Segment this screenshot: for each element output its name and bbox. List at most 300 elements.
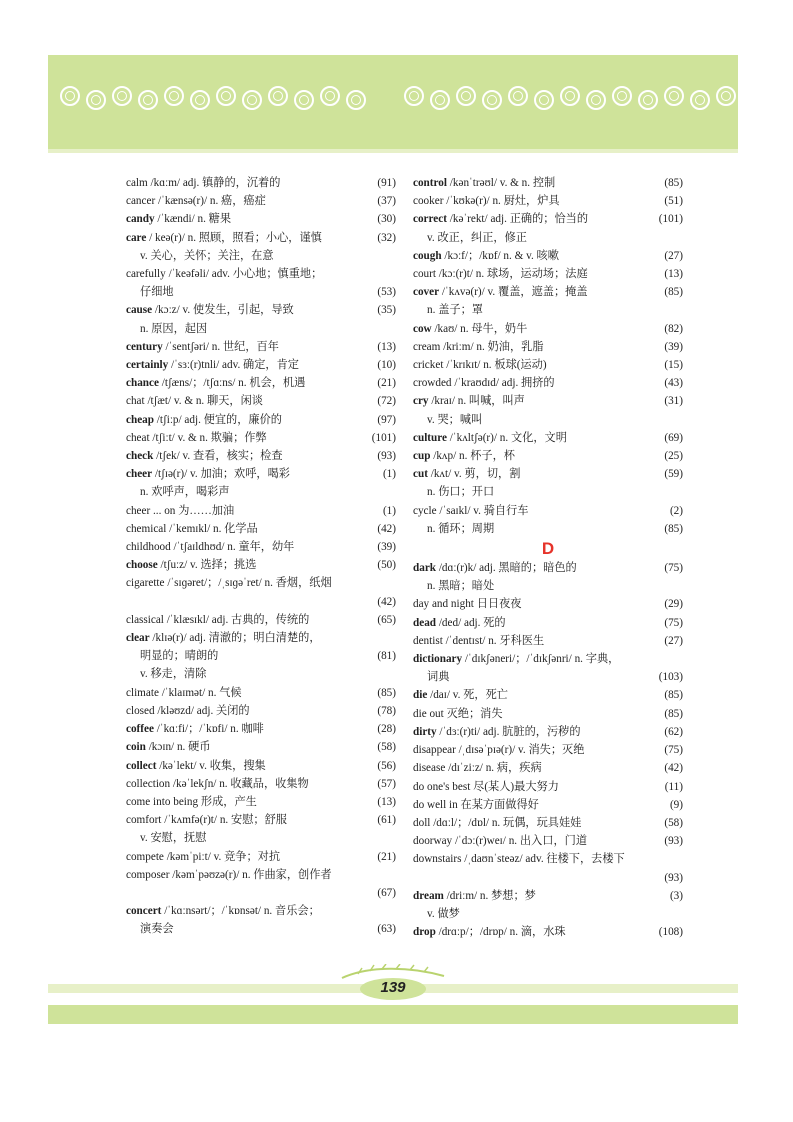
definition: /kʌp/ n. 杯子，杯 bbox=[430, 450, 515, 463]
definition: /kraɪ/ n. 叫喊，叫声 bbox=[428, 395, 525, 408]
definition: /kləʊzd/ adj. 关闭的 bbox=[154, 704, 250, 717]
page-reference: (43) bbox=[664, 377, 683, 390]
ring-ornament bbox=[164, 86, 184, 106]
definition: /ˈkʌmfə(r)t/ n. 安慰；舒服 bbox=[161, 814, 287, 827]
headword: cricket bbox=[413, 359, 444, 372]
headword: coin bbox=[126, 741, 146, 754]
headword: court bbox=[413, 268, 436, 281]
headword: compete bbox=[126, 850, 164, 863]
page-reference: (58) bbox=[664, 816, 683, 829]
dictionary-entry bbox=[126, 811, 396, 829]
page-reference: (108) bbox=[658, 926, 683, 939]
entry-continuation bbox=[126, 829, 396, 847]
definition-continued: n. 原因，起因 bbox=[140, 322, 208, 335]
ring-ornament bbox=[346, 90, 366, 110]
headword: do well in bbox=[413, 798, 458, 811]
headword: childhood bbox=[126, 541, 171, 554]
headword: culture bbox=[413, 431, 447, 444]
headword: chance bbox=[126, 377, 159, 390]
definition-continued: 演奏会 bbox=[140, 923, 174, 936]
headword: cry bbox=[413, 395, 429, 408]
page-reference: (10) bbox=[377, 359, 396, 372]
definition: /ˈkænsə(r)/ n. 癌，癌症 bbox=[155, 195, 266, 208]
ring-ornament bbox=[112, 86, 132, 106]
definition: /tʃiːp/ adj. 便宜的，廉价的 bbox=[153, 413, 282, 426]
page-reference: (1) bbox=[382, 468, 396, 481]
headword: cheer bbox=[126, 468, 153, 481]
headword: comfort bbox=[126, 814, 162, 827]
entry-continuation bbox=[413, 577, 683, 595]
page-reference: (85) bbox=[664, 689, 683, 702]
headword: dark bbox=[413, 562, 437, 575]
page-reference: (2) bbox=[669, 504, 683, 517]
definition: /ˈkʊkə(r)/ n. 厨灶，炉具 bbox=[443, 195, 560, 208]
page-reference: (67) bbox=[377, 886, 396, 899]
page-number: 139 bbox=[380, 979, 406, 996]
dictionary-entry bbox=[126, 229, 396, 247]
page-reference: (56) bbox=[377, 759, 396, 772]
definition: /ˈkɑːfi/；/ˈkɒfi/ n. 咖啡 bbox=[153, 723, 264, 736]
header-strip bbox=[48, 149, 738, 153]
headword: crowded bbox=[413, 377, 452, 390]
definition: 形成，产生 bbox=[198, 795, 257, 808]
dictionary-entry bbox=[413, 759, 683, 777]
dictionary-entry bbox=[126, 265, 396, 283]
page-reference: (85) bbox=[664, 177, 683, 189]
headword: candy bbox=[126, 213, 155, 226]
definition: /ˈtʃaɪldhʊd/ n. 童年，幼年 bbox=[170, 541, 295, 554]
definition-continued: v. 关心，关怀；关注，在意 bbox=[140, 249, 274, 262]
definition: 在某方面做得好 bbox=[457, 798, 539, 811]
entry-continuation bbox=[413, 411, 683, 429]
definition-continued: v. 做梦 bbox=[427, 907, 460, 920]
definition: /daɪ/ v. 死，死亡 bbox=[427, 689, 508, 702]
page-reference: (61) bbox=[377, 814, 396, 827]
ring-ornament bbox=[586, 90, 606, 110]
dictionary-entry bbox=[413, 741, 683, 759]
page-reference: (93) bbox=[664, 835, 683, 848]
definition: /kəˈlekt/ v. 收集，搜集 bbox=[156, 759, 266, 772]
page-reference: (50) bbox=[377, 559, 396, 572]
entry-continuation bbox=[413, 905, 683, 923]
page-reference: (72) bbox=[377, 395, 396, 408]
definition: 灭绝；消失 bbox=[443, 707, 503, 720]
ring-ornament bbox=[664, 86, 684, 106]
headword: care bbox=[126, 231, 147, 244]
section-letter: D bbox=[541, 539, 555, 559]
dictionary-entry bbox=[413, 595, 683, 613]
definition: /kəˈlekʃn/ n. 收藏品，收集物 bbox=[170, 777, 309, 790]
headword: collection bbox=[126, 777, 171, 790]
headword: collect bbox=[126, 759, 157, 772]
headword: cooker bbox=[413, 195, 444, 208]
definition: /dɑːl/；/dɒl/ n. 玩偶，玩具娃娃 bbox=[430, 816, 582, 829]
dictionary-entry bbox=[413, 465, 683, 483]
dictionary-entry bbox=[413, 356, 683, 374]
right-column-c-entries bbox=[413, 174, 683, 538]
dictionary-entry bbox=[126, 520, 396, 538]
headword: dentist bbox=[413, 634, 443, 647]
headword: dictionary bbox=[413, 653, 463, 666]
definition: /ˈkændi/ n. 糖果 bbox=[154, 213, 232, 226]
dictionary-entry bbox=[413, 447, 683, 465]
page-reference: (93) bbox=[664, 871, 683, 884]
page-reference: (13) bbox=[377, 340, 396, 353]
entry-continuation bbox=[126, 647, 396, 665]
headword: cheat bbox=[126, 431, 150, 444]
headword: downstairs bbox=[413, 853, 462, 866]
entry-continuation bbox=[126, 920, 396, 938]
ring-ornament bbox=[216, 86, 236, 106]
headword: cream bbox=[413, 340, 441, 353]
definition-continued: 仔细地 bbox=[140, 286, 174, 299]
dictionary-entry bbox=[126, 192, 396, 210]
definition-continued: n. 盖子；罩 bbox=[427, 304, 483, 317]
dictionary-entry bbox=[126, 338, 396, 356]
page-reference: (11) bbox=[664, 780, 683, 793]
headword: day and night bbox=[413, 598, 474, 611]
dictionary-entry bbox=[413, 850, 683, 868]
definition: /kəmˈpiːt/ v. 竞争；对抗 bbox=[163, 850, 281, 863]
headword: composer bbox=[126, 868, 170, 881]
headword: cancer bbox=[126, 195, 156, 208]
definition: /tʃæns/；/tʃɑːns/ n. 机会，机遇 bbox=[158, 377, 306, 390]
definition: /ˈkeəfəli/ adv. 小心地；慎重地； bbox=[165, 268, 323, 281]
headword: come into being bbox=[126, 795, 199, 808]
definition: /tʃɪə(r)/ v. 加油；欢呼，喝彩 bbox=[152, 468, 290, 481]
definition: /ˈkraʊdɪd/ adj. 拥挤的 bbox=[451, 377, 555, 390]
definition: /ˈkʌvə(r)/ v. 覆盖，遮盖；掩盖 bbox=[439, 286, 588, 299]
page-reference: (27) bbox=[664, 249, 683, 262]
headword: drop bbox=[413, 926, 436, 939]
dictionary-entry bbox=[126, 629, 396, 647]
definition-continued: v. 改正，纠正，修正 bbox=[427, 231, 527, 244]
dictionary-entry bbox=[413, 392, 683, 410]
right-column bbox=[413, 174, 683, 941]
definition-continued: n. 循环；周期 bbox=[427, 522, 495, 535]
dictionary-entry bbox=[413, 814, 683, 832]
headword: chemical bbox=[126, 522, 167, 535]
dictionary-entry bbox=[126, 738, 396, 756]
page-reference: (42) bbox=[664, 762, 683, 775]
page-reference: (62) bbox=[664, 725, 683, 738]
dictionary-entry bbox=[413, 265, 683, 283]
headword: check bbox=[126, 450, 154, 463]
page-reference: (93) bbox=[377, 450, 396, 463]
headword: century bbox=[126, 340, 163, 353]
definition: /kaʊ/ n. 母牛，奶牛 bbox=[431, 322, 528, 335]
headword: control bbox=[413, 177, 447, 189]
page-reference: (65) bbox=[377, 613, 396, 626]
page-reference: (81) bbox=[377, 650, 396, 663]
entry-continuation bbox=[413, 668, 683, 686]
page-reference: (75) bbox=[664, 616, 683, 629]
page-reference: (39) bbox=[664, 340, 683, 353]
ring-ornament bbox=[690, 90, 710, 110]
ring-ornament bbox=[612, 86, 632, 106]
headword: concert bbox=[126, 905, 162, 918]
definition: / keə(r)/ n. 照顾，照看；小心，谨慎 bbox=[146, 231, 322, 244]
page-reference: (78) bbox=[377, 704, 396, 717]
headword: clear bbox=[126, 632, 150, 645]
left-column bbox=[126, 174, 396, 939]
ring-ornament bbox=[456, 86, 476, 106]
dictionary-entry bbox=[413, 650, 683, 668]
page-reference: (27) bbox=[664, 634, 683, 647]
dictionary-entry bbox=[126, 465, 396, 483]
definition: /ˈsɜː(r)tnli/ adv. 确定，肯定 bbox=[168, 359, 299, 372]
headword: carefully bbox=[126, 268, 166, 281]
headword: closed bbox=[126, 704, 155, 717]
dictionary-entry bbox=[126, 574, 396, 592]
headword: correct bbox=[413, 213, 447, 226]
definition: /tʃek/ v. 查看，核实；检查 bbox=[153, 450, 283, 463]
headword: cycle bbox=[413, 504, 437, 517]
dictionary-entry bbox=[413, 923, 683, 941]
page-reference: (82) bbox=[664, 322, 683, 335]
dictionary-entry bbox=[126, 502, 396, 520]
entry-continuation bbox=[126, 320, 396, 338]
definition: /kənˈtrəʊl/ v. & n. 控制 bbox=[446, 177, 556, 189]
ring-ornament bbox=[716, 86, 736, 106]
right-column-d-entries bbox=[413, 559, 683, 941]
entry-continuation bbox=[413, 301, 683, 319]
definition: 日日夜夜 bbox=[473, 598, 522, 611]
dictionary-entry bbox=[126, 793, 396, 811]
page-reference: (35) bbox=[377, 304, 396, 317]
dictionary-entry bbox=[126, 702, 396, 720]
page-reference: (85) bbox=[377, 686, 396, 699]
definition-continued: v. 安慰，抚慰 bbox=[140, 832, 207, 845]
dictionary-entry bbox=[413, 174, 683, 192]
ring-ornament bbox=[404, 86, 424, 106]
definition: /drɑːp/；/drɒp/ n. 滴，水珠 bbox=[435, 926, 566, 939]
dictionary-entry bbox=[413, 614, 683, 632]
page-reference: (69) bbox=[664, 431, 683, 444]
dictionary-entry bbox=[126, 301, 396, 319]
entry-continuation bbox=[413, 520, 683, 538]
page-reference: (3) bbox=[669, 889, 683, 902]
page-reference: (42) bbox=[377, 595, 396, 608]
definition: /kʌt/ v. 剪，切，割 bbox=[427, 468, 521, 481]
headword: die bbox=[413, 689, 428, 702]
definition: /ˈkɑːnsərt/；/ˈkɒnsət/ n. 音乐会； bbox=[161, 905, 320, 918]
definition: /ˈdɪkʃəneri/；/ˈdɪkʃənri/ n. 字典， bbox=[462, 653, 620, 666]
page-reference: (13) bbox=[664, 268, 683, 281]
page-reference: (59) bbox=[664, 468, 683, 481]
definition: /klɪə(r)/ adj. 清澈的；明白清楚的， bbox=[149, 632, 321, 645]
definition-continued: v. 移走，清除 bbox=[140, 668, 207, 681]
headword: cut bbox=[413, 468, 428, 481]
page-reference: (28) bbox=[377, 723, 396, 736]
ring-ornament bbox=[86, 90, 106, 110]
entry-continuation bbox=[413, 869, 683, 887]
page-reference: (32) bbox=[377, 231, 396, 244]
entry-continuation bbox=[126, 593, 396, 611]
page-reference: (21) bbox=[377, 377, 396, 390]
definition: /ˌdɪsəˈpɪə(r)/ v. 消失；灭绝 bbox=[455, 744, 585, 757]
entry-continuation bbox=[126, 884, 396, 902]
definition: /tʃiːt/ v. & n. 欺骗；作弊 bbox=[149, 431, 267, 444]
footer-band bbox=[48, 1005, 738, 1024]
definition: /ˈsentʃəri/ n. 世纪，百年 bbox=[162, 340, 279, 353]
dictionary-entry bbox=[413, 502, 683, 520]
dictionary-entry bbox=[126, 411, 396, 429]
dictionary-entry bbox=[413, 632, 683, 650]
headword: die out bbox=[413, 707, 444, 720]
headword: dream bbox=[413, 889, 444, 902]
headword: choose bbox=[126, 559, 158, 572]
headword: cover bbox=[413, 286, 440, 299]
definition: /dɑː(r)k/ adj. 黑暗的；暗色的 bbox=[436, 562, 577, 575]
dictionary-entry bbox=[126, 902, 396, 920]
dictionary-entry bbox=[126, 720, 396, 738]
ring-ornament bbox=[60, 86, 80, 106]
entry-continuation bbox=[126, 483, 396, 501]
ring-ornament bbox=[138, 90, 158, 110]
definition: /ˈsaɪkl/ v. 骑自行车 bbox=[436, 504, 529, 517]
page-reference: (30) bbox=[377, 213, 396, 226]
dictionary-entry bbox=[126, 538, 396, 556]
definition: /ˈdentɪst/ n. 牙科医生 bbox=[442, 634, 545, 647]
headword: dead bbox=[413, 616, 437, 629]
dictionary-entry bbox=[413, 705, 683, 723]
page-reference: (13) bbox=[377, 795, 396, 808]
dictionary-entry bbox=[413, 778, 683, 796]
dictionary-entry bbox=[126, 775, 396, 793]
page-reference: (75) bbox=[664, 562, 683, 575]
headword: do one's best bbox=[413, 780, 471, 793]
definition-continued: n. 欢呼声，喝彩声 bbox=[140, 486, 230, 499]
page-reference: (31) bbox=[664, 395, 683, 408]
definition: /dɪˈziːz/ n. 病，疾病 bbox=[445, 762, 542, 775]
ring-ornament bbox=[294, 90, 314, 110]
headword: cheer ... on bbox=[126, 504, 176, 517]
ring-ornament bbox=[534, 90, 554, 110]
definition: /kəˈrekt/ adj. 正确的；恰当的 bbox=[446, 213, 589, 226]
definition: /ˈdɔː(r)weɪ/ n. 出入口，门道 bbox=[452, 835, 588, 848]
ring-ornament bbox=[430, 90, 450, 110]
headword: climate bbox=[126, 686, 159, 699]
definition-continued: 词典 bbox=[427, 671, 450, 684]
dictionary-entry bbox=[413, 723, 683, 741]
entry-continuation bbox=[126, 665, 396, 683]
headword: cough bbox=[413, 249, 442, 262]
headword: dirty bbox=[413, 725, 437, 738]
headword: calm bbox=[126, 177, 148, 189]
entry-continuation bbox=[126, 247, 396, 265]
definition: /ˈsɪɡəret/；/ˌsɪɡəˈret/ n. 香烟，纸烟 bbox=[164, 577, 332, 590]
dictionary-entry bbox=[413, 796, 683, 814]
dictionary-entry bbox=[413, 338, 683, 356]
dictionary-entry bbox=[413, 192, 683, 210]
page-reference: (75) bbox=[664, 744, 683, 757]
dictionary-entry bbox=[126, 866, 396, 884]
page-reference: (101) bbox=[371, 431, 396, 444]
dictionary-entry bbox=[126, 684, 396, 702]
definition: /kɑːm/ adj. 镇静的，沉着的 bbox=[147, 177, 281, 189]
headword: doll bbox=[413, 816, 431, 829]
definition: /ˈkʌltʃə(r)/ n. 文化，文明 bbox=[446, 431, 567, 444]
page-reference: (85) bbox=[664, 707, 683, 720]
page-reference: (101) bbox=[658, 213, 683, 226]
headword: coffee bbox=[126, 723, 154, 736]
ring-ornament bbox=[268, 86, 288, 106]
page-reference: (58) bbox=[377, 741, 396, 754]
page-reference: (15) bbox=[664, 359, 683, 372]
dictionary-entry bbox=[126, 611, 396, 629]
ring-ornament bbox=[482, 90, 502, 110]
page-reference: (42) bbox=[377, 522, 396, 535]
definition: /tʃuːz/ v. 选择；挑选 bbox=[157, 559, 257, 572]
definition: /tʃæt/ v. & n. 聊天，闲谈 bbox=[144, 395, 263, 408]
headword: disappear bbox=[413, 744, 456, 757]
page-reference: (85) bbox=[664, 522, 683, 535]
headword: classical bbox=[126, 613, 164, 626]
definition-continued: 明显的；晴朗的 bbox=[140, 650, 219, 663]
dictionary-entry bbox=[413, 283, 683, 301]
ring-ornament bbox=[638, 90, 658, 110]
dictionary-entry bbox=[413, 320, 683, 338]
headword: disease bbox=[413, 762, 446, 775]
page-reference: (1) bbox=[382, 504, 396, 517]
dictionary-entry bbox=[126, 356, 396, 374]
definition: /ded/ adj. 死的 bbox=[436, 616, 506, 629]
definition-continued: n. 伤口；开口 bbox=[427, 486, 495, 499]
ring-ornament bbox=[242, 90, 262, 110]
headword: doorway bbox=[413, 835, 453, 848]
ring-ornament bbox=[508, 86, 528, 106]
page-reference: (53) bbox=[377, 286, 396, 299]
dictionary-entry bbox=[126, 374, 396, 392]
definition: /driːm/ n. 梦想；梦 bbox=[443, 889, 536, 902]
definition: /ˈklaɪmət/ n. 气候 bbox=[158, 686, 242, 699]
ring-ornament bbox=[320, 86, 340, 106]
definition-continued: n. 黑暗；暗处 bbox=[427, 580, 495, 593]
page-reference: (29) bbox=[664, 598, 683, 611]
definition: /ˈklæsɪkl/ adj. 古典的，传统的 bbox=[163, 613, 310, 626]
dictionary-entry bbox=[413, 210, 683, 228]
headword: chat bbox=[126, 395, 145, 408]
definition: /kɔː(r)t/ n. 球场，运动场；法庭 bbox=[436, 268, 588, 281]
headword: cup bbox=[413, 450, 431, 463]
definition: /kəmˈpəʊzə(r)/ n. 作曲家，创作者 bbox=[169, 868, 332, 881]
dictionary-entry bbox=[413, 247, 683, 265]
definition: /ˈkrɪkɪt/ n. 板球(运动) bbox=[443, 359, 547, 372]
dictionary-entry bbox=[126, 392, 396, 410]
dictionary-entry bbox=[413, 429, 683, 447]
definition: /kɔːf/；/kɒf/ n. & v. 咳嗽 bbox=[441, 249, 559, 262]
page-reference: (39) bbox=[377, 541, 396, 554]
page-reference: (21) bbox=[377, 850, 396, 863]
dictionary-entry bbox=[413, 887, 683, 905]
ring-ornament bbox=[190, 90, 210, 110]
dictionary-entry bbox=[126, 757, 396, 775]
dictionary-entry bbox=[126, 447, 396, 465]
definition-continued: v. 哭；喊叫 bbox=[427, 413, 483, 426]
page-reference: (37) bbox=[377, 195, 396, 208]
definition: /kɔːz/ v. 使发生，引起，导致 bbox=[152, 304, 294, 317]
dictionary-entry bbox=[126, 429, 396, 447]
entry-continuation bbox=[413, 483, 683, 501]
dictionary-entry bbox=[413, 374, 683, 392]
dictionary-entry bbox=[413, 832, 683, 850]
decorative-circles bbox=[48, 86, 738, 116]
definition: /kɔɪn/ n. 硬币 bbox=[145, 741, 211, 754]
page-reference: (85) bbox=[664, 286, 683, 299]
dictionary-entry bbox=[413, 559, 683, 577]
page-reference: (63) bbox=[377, 923, 396, 936]
